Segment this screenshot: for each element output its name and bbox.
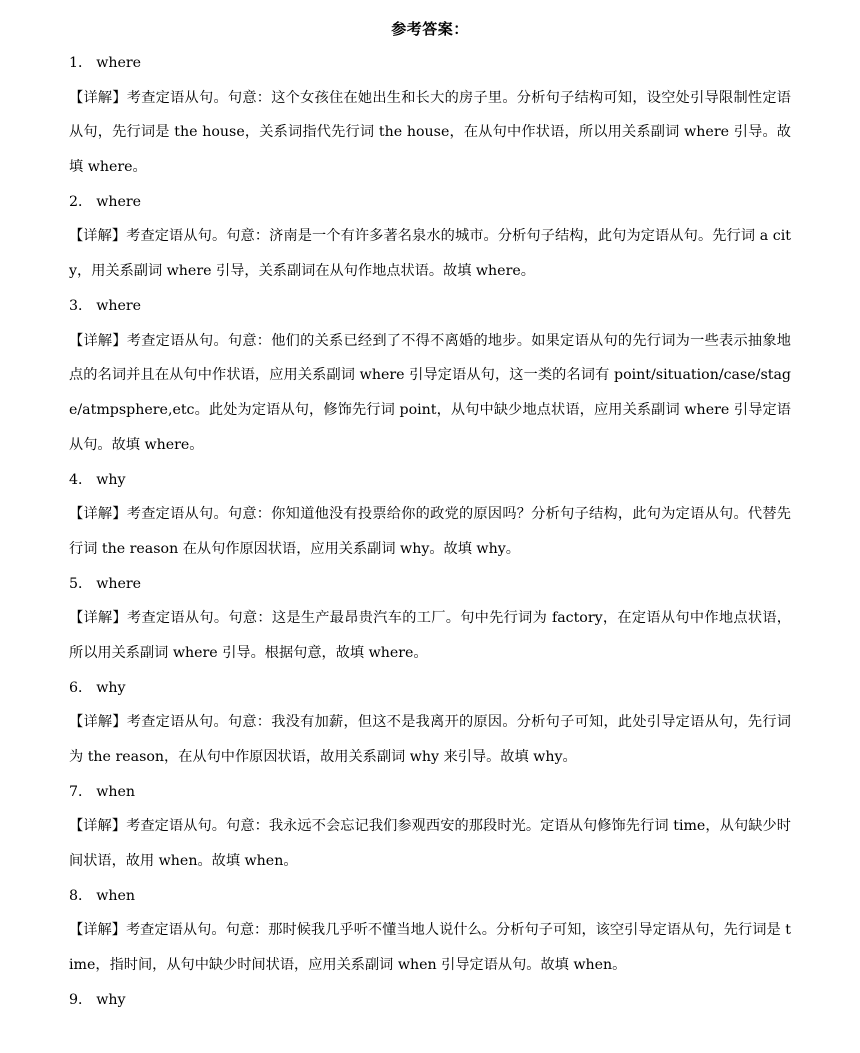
answer-line bbox=[69, 671, 791, 706]
answer-list bbox=[69, 46, 791, 1018]
explanation-text: 【详解】考查定语从句。句意：我永远不会忘记我们参观西安的那段时光。定语从句修饰先行词 time，从句缺少时间状语，故用 when。故填 when。 bbox=[69, 818, 791, 870]
answer-line bbox=[69, 185, 791, 220]
answer-text: why bbox=[96, 471, 126, 488]
answer-line bbox=[69, 46, 791, 81]
item-number: 1． bbox=[69, 55, 93, 72]
answer-text: when bbox=[96, 784, 136, 801]
page-title: 参考答案： bbox=[391, 20, 469, 38]
explanation-text: 【详解】考查定语从句。句意：这是生产最昂贵汽车的工厂。句中先行词为 factory，在定语从句中作地点状语，所以用关系副词 where 引导。根据句意，故填 where。 bbox=[69, 610, 791, 661]
item-number: 3． bbox=[69, 298, 93, 315]
answer-line bbox=[69, 462, 791, 497]
answer-item-6 bbox=[69, 671, 791, 775]
answer-text: why bbox=[96, 679, 126, 696]
answer-text: where bbox=[96, 575, 142, 592]
explanation-text: 【详解】考查定语从句。句意：他们的关系已经到了不得不离婚的地步。如果定语从句的先行词为一些表示抽象地点的名词并且在从句中作状语，应用关系副词 where 引导定语从句，这一类的名词有 point/situation/case/stage/atmpsphere,etc。此处为定语从句，修饰先行词 point，从句中缺少地点状语，应用关系副词 where 引导定语从句。故填 where。 bbox=[69, 332, 791, 453]
item-number: 8． bbox=[69, 888, 93, 905]
answer-item-7 bbox=[69, 775, 791, 879]
answer-text: where bbox=[96, 55, 142, 72]
answer-item-9 bbox=[69, 983, 791, 1018]
answer-line bbox=[69, 289, 791, 324]
explanation-text: 【详解】考查定语从句。句意：这个女孩住在她出生和长大的房子里。分析句子结构可知，设空处引导限制性定语从句，先行词是 the house，关系词指代先行词 the house，在从句中作状语，所以用关系副词 where 引导。故填 where。 bbox=[69, 89, 791, 176]
answer-item-4 bbox=[69, 462, 791, 566]
item-number: 2． bbox=[69, 194, 93, 211]
item-number: 5． bbox=[69, 575, 93, 592]
answer-line bbox=[69, 879, 791, 914]
answer-item-8 bbox=[69, 879, 791, 983]
answer-text: when bbox=[96, 888, 136, 905]
answer-text: where bbox=[96, 194, 142, 211]
answer-line bbox=[69, 983, 791, 1018]
answer-text: why bbox=[96, 992, 126, 1009]
item-number: 6． bbox=[69, 679, 93, 696]
answer-item-2 bbox=[69, 185, 791, 289]
explanation-text: 【详解】考查定语从句。句意：我没有加薪，但这不是我离开的原因。分析句子可知，此处引导定语从句，先行词为 the reason，在从句中作原因状语，故用关系副词 why 来引导。故填 why。 bbox=[69, 714, 791, 765]
answer-line bbox=[69, 775, 791, 810]
explanation-text: 【详解】考查定语从句。句意：你知道他没有投票给你的政党的原因吗？分析句子结构，此句为定语从句。代替先行词 the reason 在从句作原因状语，应用关系副词 why。故填 why。 bbox=[69, 506, 791, 557]
item-number: 7． bbox=[69, 784, 93, 801]
answer-text: where bbox=[96, 298, 142, 315]
answer-item-3 bbox=[69, 289, 791, 463]
answer-item-5 bbox=[69, 566, 791, 670]
item-number: 4． bbox=[69, 471, 93, 488]
explanation-text: 【详解】考查定语从句。句意：济南是一个有许多著名泉水的城市。分析句子结构，此句为定语从句。先行词 a city，用关系副词 where 引导，关系副词在从句作地点状语。故填 where。 bbox=[69, 228, 791, 280]
answer-line bbox=[69, 566, 791, 601]
answer-item-1 bbox=[69, 46, 791, 185]
item-number: 9． bbox=[69, 992, 93, 1009]
explanation-text: 【详解】考查定语从句。句意：那时候我几乎听不懂当地人说什么。分析句子可知，该空引导定语从句，先行词是 time，指时间，从句中缺少时间状语，应用关系副词 when 引导定语从句。故填 when。 bbox=[69, 922, 791, 974]
